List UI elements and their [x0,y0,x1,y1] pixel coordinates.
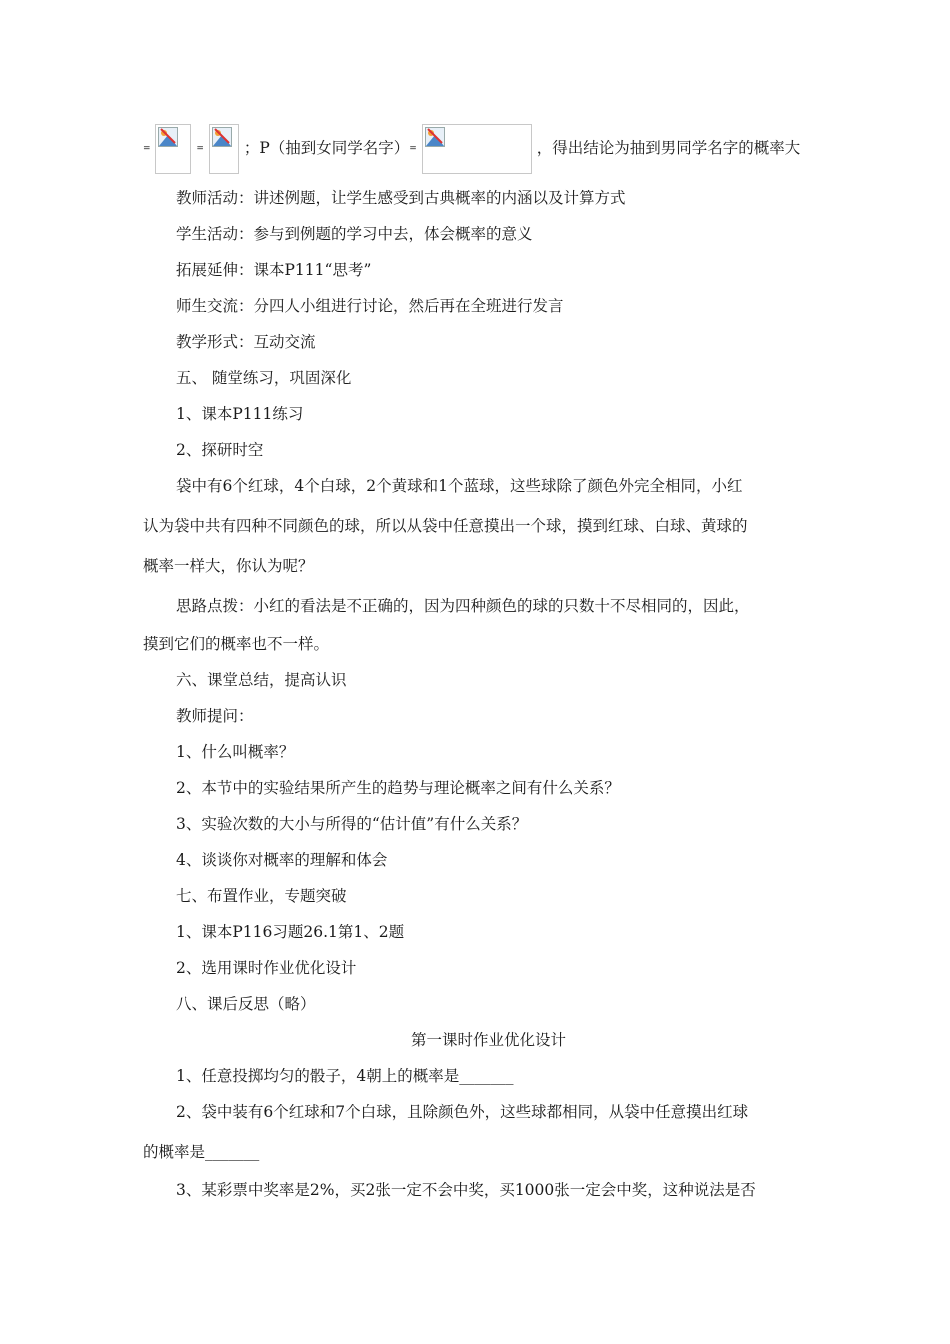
text-line: 师生交流：分四人小组进行讨论，然后再在全班进行发言 [176,297,564,315]
document-subtitle: 第一课时作业优化设计 [411,1031,567,1049]
text-line: 概率一样大，你认为呢？ [143,557,314,575]
list-item: 4、谈谈你对概率的理解和体会 [176,851,388,869]
section-heading: 七、布置作业，专题突破 [176,887,347,905]
semicolon: ； [243,139,260,157]
formula-line [143,124,800,174]
text-line: 学生活动：参与到例题的学习中去，体会概率的意义 [176,225,533,243]
list-item: 2、选用课时作业优化设计 [176,959,357,977]
formula-image-icon [422,124,532,174]
list-item: 2、探研时空 [176,441,264,459]
text-line: 袋中有6个红球，4个白球，2个黄球和1个蓝球，这些球除了颜色外完全相同，小红 [176,477,743,495]
list-item: 3、实验次数的大小与所得的“估计值”有什么关系？ [176,815,528,833]
text-line: 摸到它们的概率也不一样。 [143,635,330,653]
list-item: 1、课本P111练习 [176,405,304,423]
section-heading: 八、课后反思（略） [176,995,316,1013]
text-line: 思路点拨：小红的看法是不正确的，因为四种颜色的球的只数十不尽相同的，因此， [176,597,750,615]
list-item: 1、任意投掷均匀的骰子，4朝上的概率是_______ [176,1067,514,1085]
list-item: 2、本节中的实验结果所产生的趋势与理论概率之间有什么关系？ [176,779,620,797]
section-heading: 六、课堂总结，提高认识 [176,671,347,689]
list-item: 2、袋中装有6个红球和7个白球，且除颜色外，这些球都相同，从袋中任意摸出红球 [176,1103,749,1121]
text-line: 教师提问： [176,707,254,725]
equals-sign: = [196,144,204,154]
list-item: 3、某彩票中奖率是2%，买2张一定不会中奖，买1000张一定会中奖，这种说法是否 [176,1181,756,1199]
text-line: 的概率是_______ [143,1143,260,1161]
conclusion-text: ，得出结论为抽到男同学名字的概率大 [536,139,801,157]
text-line: 教学形式：互动交流 [176,333,316,351]
list-item: 1、课本P116习题26.1第1、2题 [176,923,405,941]
text-line: 认为袋中共有四种不同颜色的球，所以从袋中任意摸出一个球，摸到红球、白球、黄球的 [143,517,748,535]
formula-image-icon [209,124,239,174]
text-line: 拓展延伸：课本P111“思考” [176,261,372,279]
section-heading: 五、 随堂练习，巩固深化 [176,369,352,387]
equals-sign: = [143,144,151,154]
formula-image-icon [155,124,191,174]
list-item: 1、什么叫概率？ [176,743,295,761]
equals-sign: = [409,144,417,154]
text-line: 教师活动：讲述例题，让学生感受到古典概率的内涵以及计算方式 [176,189,626,207]
probability-label: P（抽到女同学名字） [259,139,410,157]
